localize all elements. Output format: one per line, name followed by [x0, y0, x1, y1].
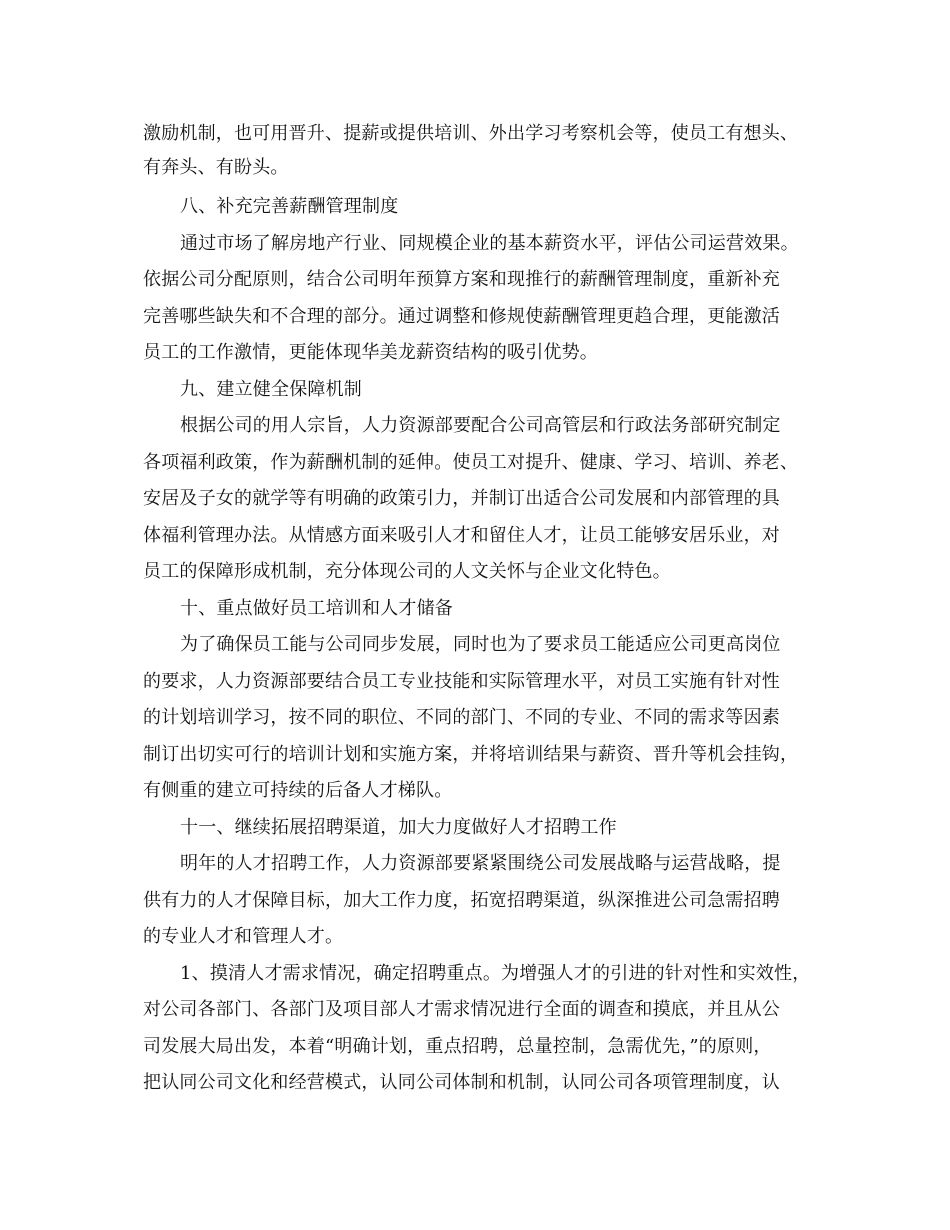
text-line: 完善哪些缺失和不合理的部分。通过调整和修规使薪酬管理更趋合理，更能激活 — [143, 306, 780, 327]
text-line: 激励机制，也可用晋升、提薪或提供培训、外出学习考察机会等，使员工有想头、 — [143, 123, 799, 144]
section-heading: 十一、继续拓展招聘渠道，加大力度做好人才招聘工作 — [180, 817, 617, 838]
text-line: 司发展大局出发，本着“明确计划，重点招聘，总量控制，急需优先，”的原则， — [143, 1036, 772, 1057]
text-line: 的计划培训学习，按不同的职位、不同的部门、不同的专业、不同的需求等因素 — [143, 707, 780, 728]
section-heading: 八、补充完善薪酬管理制度 — [180, 196, 399, 217]
text-line: 根据公司的用人宗旨，人力资源部要配合公司高管层和行政法务部研究制定 — [180, 415, 781, 436]
text-line: 通过市场了解房地产行业、同规模企业的基本薪资水平，评估公司运营效果。 — [180, 233, 799, 254]
text-line: 1、摸清人才需求情况，确定招聘重点。为增强人才的引进的针对性和实效性， — [180, 963, 811, 984]
text-line: 为了确保员工能与公司同步发展，同时也为了要求员工能适应公司更高岗位 — [180, 634, 781, 655]
text-line: 安居及子女的就学等有明确的政策引力，并制订出适合公司发展和内部管理的具 — [143, 488, 780, 509]
text-line: 各项福利政策，作为薪酬机制的延伸。使员工对提升、健康、学习、培训、养老、 — [143, 452, 799, 473]
text-line: 对公司各部门、各部门及项目部人才需求情况进行全面的调查和摸底，并且从公 — [143, 999, 780, 1020]
text-line: 供有力的人才保障目标，加大工作力度，拓宽招聘渠道，纵深推进公司急需招聘 — [143, 890, 780, 911]
section-heading: 十、重点做好员工培训和人才储备 — [180, 598, 453, 619]
text-line: 明年的人才招聘工作，人力资源部要紧紧围绕公司发展战略与运营战略，提 — [180, 853, 781, 874]
text-line: 的专业人才和管理人才。 — [143, 926, 344, 947]
text-line: 的要求，人力资源部要结合员工专业技能和实际管理水平，对员工实施有针对性 — [143, 671, 780, 692]
text-line: 依据公司分配原则，结合公司明年预算方案和现推行的薪酬管理制度，重新补充 — [143, 269, 780, 290]
text-line: 把认同公司文化和经营模式，认同公司体制和机制，认同公司各项管理制度，认 — [143, 1072, 780, 1093]
text-line: 员工的保障形成机制，充分体现公司的人文关怀与企业文化特色。 — [143, 561, 671, 582]
text-line: 员工的工作激情，更能体现华美龙薪资结构的吸引优势。 — [143, 342, 598, 363]
text-line: 体福利管理办法。从情感方面来吸引人才和留住人才，让员工能够安居乐业，对 — [143, 525, 780, 546]
text-line: 有侧重的建立可持续的后备人才梯队。 — [143, 780, 453, 801]
section-heading: 九、建立健全保障机制 — [180, 379, 362, 400]
text-line: 有奔头、有盼头。 — [143, 157, 289, 178]
text-line: 制订出切实可行的培训计划和实施方案，并将培训结果与薪资、晋升等机会挂钩， — [143, 744, 799, 765]
